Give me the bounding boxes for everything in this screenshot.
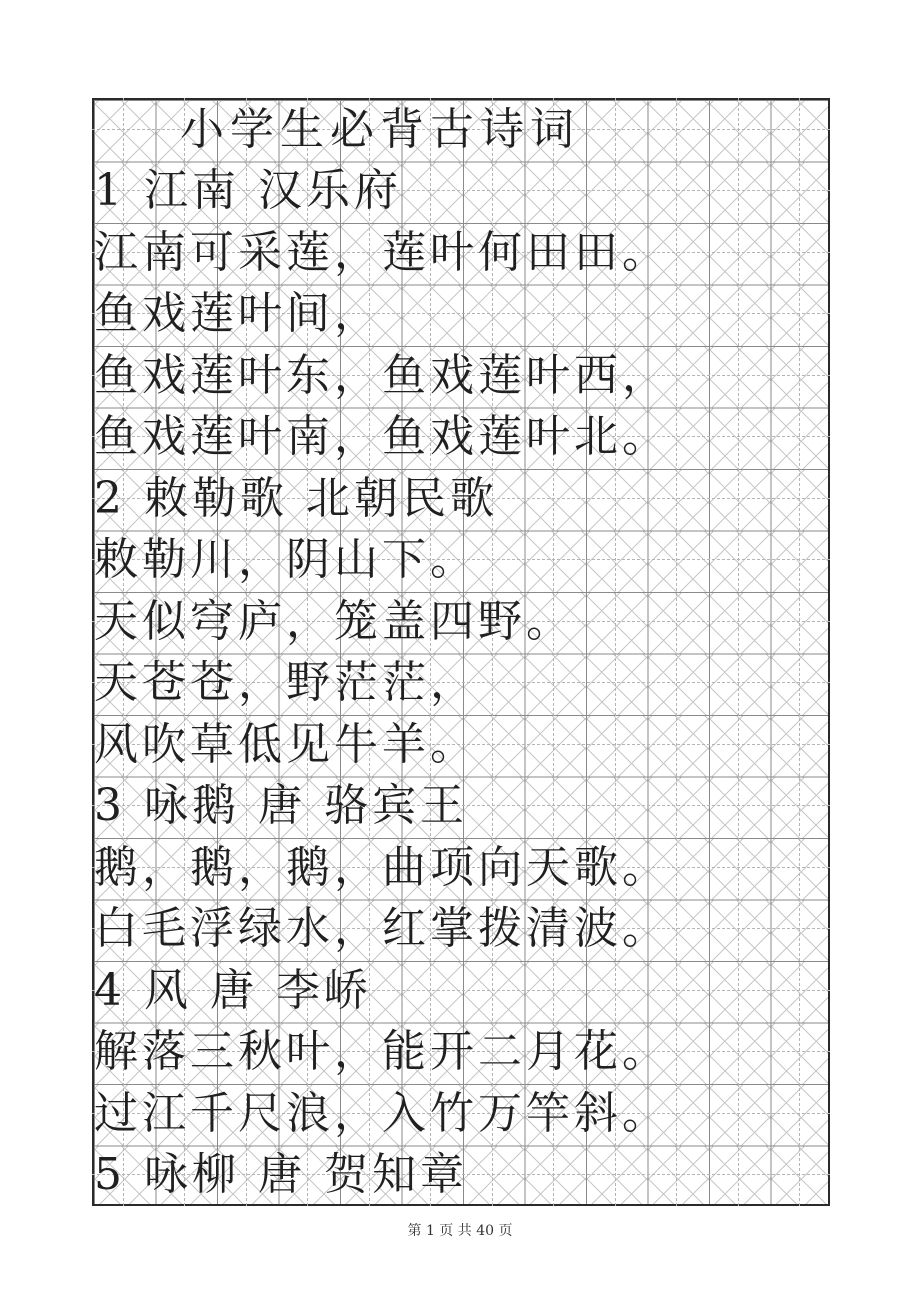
poem-line: 过江千尺浪，入竹万竿斜。 [94, 1088, 670, 1139]
poem-heading: 2 敕勒歌 北朝民歌 [94, 473, 498, 524]
poem-heading: 1 江南 汉乐府 [94, 165, 402, 216]
poem-line: 天苍苍，野茫茫， [94, 657, 478, 708]
poem-line: 天似穹庐，笼盖四野。 [94, 596, 574, 647]
poem-line: 风吹草低见牛羊。 [94, 719, 478, 770]
poem-line: 鱼戏莲叶东，鱼戏莲叶西， [94, 350, 670, 401]
poem-heading: 3 咏鹅 唐 骆宾王 [94, 780, 468, 831]
poem-line: 鹅，鹅，鹅，曲项向天歌。 [94, 842, 670, 893]
poem-line: 敕勒川，阴山下。 [94, 534, 478, 585]
page-title: 小学生必背古诗词 [180, 104, 580, 155]
poem-line: 解落三秋叶，能开二月花。 [94, 1026, 670, 1077]
page-footer: 第 1 页 共 40 页 [407, 1223, 513, 1239]
poem-line: 江南可采莲，莲叶何田田。 [94, 227, 670, 278]
poem-heading: 5 咏柳 唐 贺知章 [94, 1149, 468, 1200]
poem-line: 鱼戏莲叶南，鱼戏莲叶北。 [94, 411, 670, 462]
poem-heading: 4 风 唐 李峤 [94, 965, 372, 1016]
poem-line: 白毛浮绿水，红掌拨清波。 [94, 903, 670, 954]
poem-line: 鱼戏莲叶间， [94, 288, 382, 339]
